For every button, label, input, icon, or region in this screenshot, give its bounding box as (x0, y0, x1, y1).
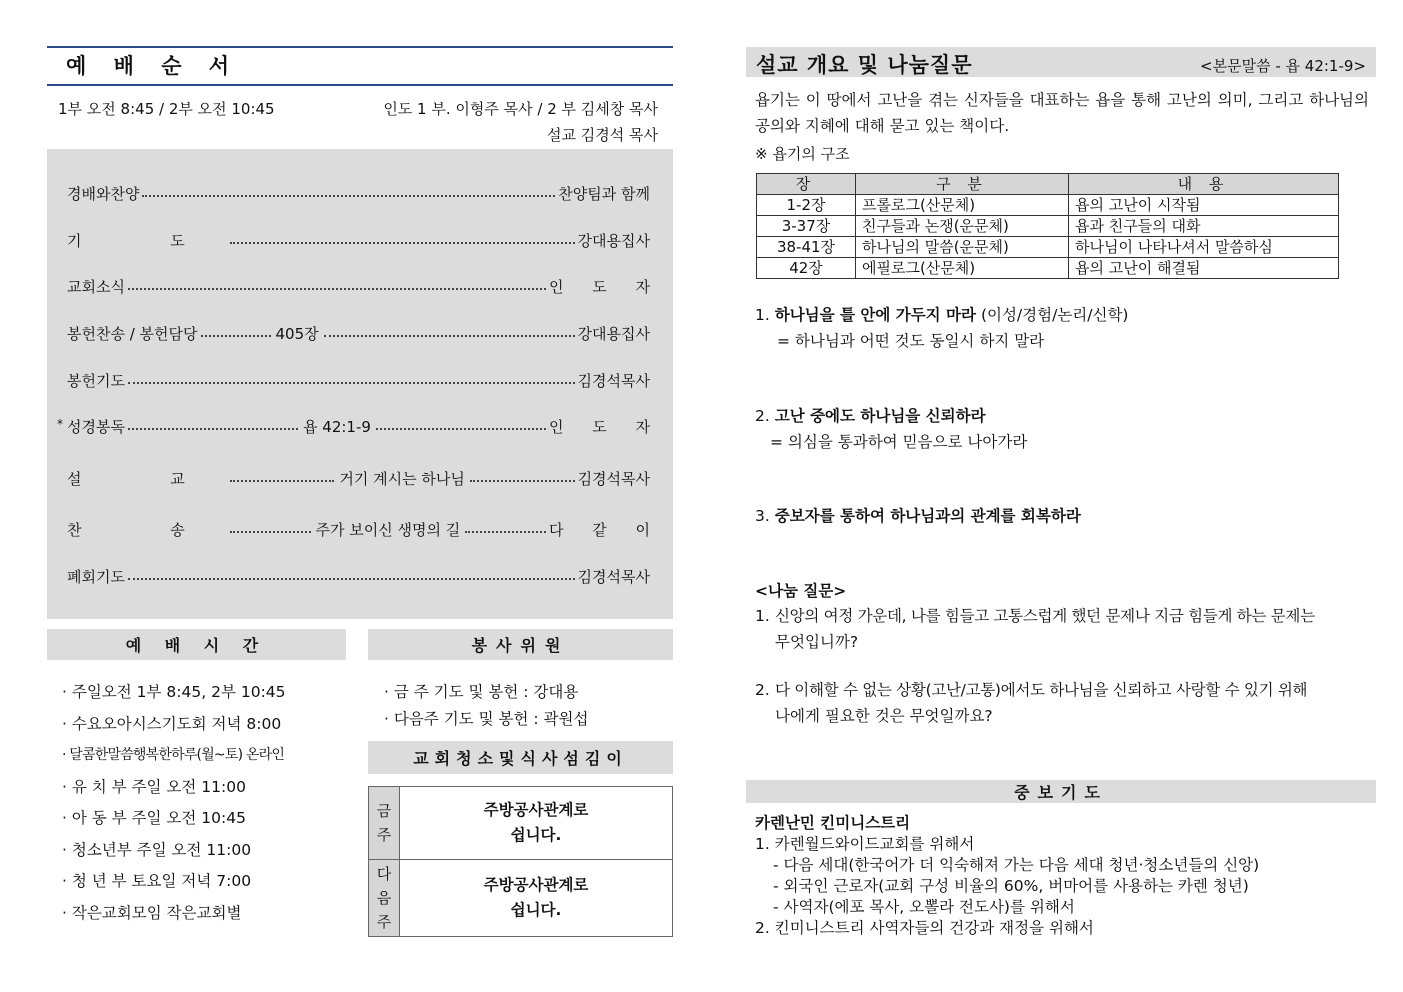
service-leaders: 인도 1 부. 이형주 목사 / 2 부 김세창 목사 (383, 100, 658, 118)
leader-dots (465, 531, 546, 533)
list-item: · 금 주 기도 및 봉헌 : 강대용 (384, 683, 579, 701)
list-item: · 아 동 부 주일 오전 10:45 (62, 809, 246, 827)
table-cell: 하나님의 말씀(운문체) (856, 237, 1069, 258)
note-line: 쉽니다. (510, 826, 562, 844)
worship-times-heading: 예 배 시 간 (47, 629, 346, 660)
sermon-point-1 (755, 302, 1128, 354)
table-row (369, 787, 672, 860)
label-char: 다 (376, 865, 392, 883)
order-label: 설 교 (67, 469, 227, 488)
point-sub: = 하나님과 어떤 것도 동일시 하지 말라 (777, 332, 1045, 350)
scripture-ref: 욥 42:1-9 (303, 417, 371, 436)
order-label: 봉헌기도 (67, 371, 125, 390)
column-header: 구 분 (856, 174, 1069, 195)
service-times: 1부 오전 8:45 / 2부 오전 10:45 (58, 100, 275, 118)
point-sub: = 의심을 통과하여 믿음으로 나아가라 (770, 433, 1028, 451)
sermon-title-item: 거기 계시는 하나님 (339, 469, 465, 488)
order-row (67, 228, 650, 252)
note-line: 주방공사관계로 (483, 801, 589, 819)
table-row (757, 216, 1339, 237)
prayer-block (755, 813, 1259, 939)
order-person: 인 도 자 (548, 277, 662, 296)
sharing-question-1 (755, 603, 1369, 655)
question-line: 나에게 필요한 것은 무엇일까요? (775, 707, 993, 725)
order-label: 성경봉독 (67, 417, 125, 436)
order-row (57, 414, 663, 438)
order-person: 김경석목사 (577, 469, 651, 488)
prayer-heading: 중보기도 (746, 780, 1376, 803)
leader-dots (128, 428, 298, 430)
question-line: 신앙의 여정 가운데, 나를 힘들고 고통스럽게 했던 문제나 지금 힘들게 하는 문제는 (775, 607, 1315, 625)
list-item: · 작은교회모임 작은교회별 (62, 903, 242, 922)
table-cell: 3-37장 (757, 216, 856, 237)
prayer-line: - 외국인 근로자(교회 구성 비율의 60%, 버마어를 사용하는 카렌 청년) (773, 877, 1249, 895)
week-note (400, 787, 672, 859)
order-row (67, 321, 650, 345)
label-char: 금 (376, 802, 392, 820)
sharing-question-2 (755, 677, 1369, 729)
order-label: 찬 송 (67, 520, 227, 539)
label-char: 주 (376, 913, 392, 931)
week-label (369, 787, 400, 859)
prayer-subject: 카렌난민 킨미니스트리 (755, 814, 911, 832)
leader-dots (201, 335, 271, 337)
table-cell: 하나님이 나타나셔서 말씀하심 (1069, 237, 1339, 258)
leader-dots (230, 480, 335, 482)
structure-note: ※ 욥기의 구조 (755, 145, 850, 163)
week-note (400, 860, 672, 936)
sermon-title: 설교 개요 및 나눔질문 (756, 53, 973, 77)
point-number: 3. (755, 507, 770, 525)
prayer-line: - 사역자(에포 목사, 오뽈라 전도사)를 위해서 (773, 898, 1075, 916)
column-header: 장 (757, 174, 856, 195)
table-cell: 38-41장 (757, 237, 856, 258)
note-line: 주방공사관계로 (483, 876, 589, 894)
sermon-intro: 욥기는 이 땅에서 고난을 겪는 신자들을 대표하는 욥을 통해 고난의 의미, 그리고 하나님의 공의와 지혜에 대해 묻고 있는 책이다. (755, 91, 1369, 135)
table-row (369, 860, 672, 936)
preacher-line: 설교 김경석 목사 (547, 126, 658, 144)
list-item: · 유 치 부 주일 오전 11:00 (62, 777, 246, 796)
sharing-title: <나눔 질문> (755, 582, 847, 600)
leader-dots (376, 428, 546, 430)
cleaning-heading: 교회청소및식사섬김이 (368, 741, 673, 774)
order-row (67, 368, 650, 392)
leader-dots (324, 335, 575, 337)
prayer-line: - 다음 세대(한국어가 더 익숙해져 가는 다음 세대 청년·청소년들의 신앙) (773, 856, 1260, 874)
order-row (67, 517, 663, 541)
leader-dots (128, 382, 575, 384)
hymn-number: 405장 (275, 324, 319, 343)
order-label: 교회소식 (67, 277, 125, 296)
order-label: 경배와찬양 (67, 184, 140, 203)
table-row (757, 258, 1339, 279)
table-cell: 욥의 고난이 시작됨 (1069, 195, 1339, 216)
table-cell: 욥과 친구들의 대화 (1069, 216, 1339, 237)
week-label (369, 860, 400, 936)
order-label: 봉헌찬송 / 봉헌담당 (67, 324, 198, 343)
order-row (67, 274, 662, 298)
worship-times-list (62, 680, 352, 932)
hymn-title: 주가 보이신 생명의 길 (315, 520, 461, 539)
table-cell: 친구들과 논쟁(운문체) (856, 216, 1069, 237)
servants-heading: 봉사위원 (368, 629, 673, 660)
scripture-reference: <본문말씀 - 욥 42:1-9> (1200, 57, 1366, 75)
order-person: 강대용집사 (577, 324, 650, 343)
label-char: 주 (376, 826, 392, 844)
standing-mark: * (57, 417, 63, 431)
question-line: 다 이해할 수 없는 상황(고난/고통)에서도 하나님을 신뢰하고 사랑할 수 있기 위해 (775, 681, 1308, 699)
leader-dots (128, 288, 546, 290)
order-row (67, 466, 650, 490)
list-item: · 청 년 부 토요일 저녁 7:00 (62, 872, 252, 890)
label-char: 음 (376, 889, 392, 907)
servants-list (384, 680, 674, 734)
leader-dots (470, 480, 575, 482)
point-title: 하나님을 틀 안에 가두지 마라 (774, 306, 976, 324)
sermon-point-2 (755, 403, 1027, 455)
list-item: · 다음주 기도 및 봉헌 : 곽원섭 (384, 710, 589, 728)
order-person: 찬양팀과 함께 (558, 184, 650, 203)
point-title: 고난 중에도 하나님을 신뢰하라 (774, 407, 986, 425)
table-header-row (757, 174, 1339, 195)
table-row (757, 237, 1339, 258)
table-row (757, 195, 1339, 216)
table-cell: 1-2장 (757, 195, 856, 216)
table-cell: 욥의 고난이 해결됨 (1069, 258, 1339, 279)
list-item: · 수요오아시스기도회 저녁 8:00 (62, 714, 282, 733)
table-cell: 프롤로그(산문체) (856, 195, 1069, 216)
order-person: 김경석목사 (577, 371, 650, 390)
prayer-line: 2. 킨미니스트리 사역자들의 건강과 재정을 위해서 (755, 919, 1094, 937)
point-note: (이성/경험/논리/신학) (980, 306, 1129, 324)
order-title: 예 배 순 서 (66, 54, 240, 78)
order-list (47, 149, 673, 619)
sermon-point-3 (755, 503, 1081, 529)
table-cell: 42장 (757, 258, 856, 279)
prayer-line: 1. 카렌월드와이드교회를 위해서 (755, 835, 975, 853)
order-label: 기 도 (67, 231, 227, 250)
order-person: 강대용집사 (577, 231, 650, 250)
list-item: · 청소년부 주일 오전 11:00 (62, 840, 252, 859)
order-person: 김경석목사 (577, 567, 650, 586)
order-row (67, 564, 650, 588)
order-label: 폐회기도 (67, 567, 125, 586)
note-line: 쉽니다. (510, 901, 562, 919)
order-person: 다 같 이 (549, 520, 663, 539)
table-cell: 에필로그(산문체) (856, 258, 1069, 279)
point-number: 1. (755, 306, 770, 324)
list-item: · 달콤한말씀행복한하루(월~토) 온라인 (62, 747, 285, 763)
order-row (67, 181, 650, 205)
order-person: 인 도 자 (549, 417, 663, 436)
list-item: · 주일오전 1부 8:45, 2부 10:45 (62, 683, 286, 701)
leader-dots (128, 578, 575, 580)
question-line: 무엇입니까? (775, 633, 859, 651)
question-number: 1. (755, 607, 770, 625)
leader-dots (230, 242, 575, 244)
question-number: 2. (755, 681, 770, 699)
cleaning-table (368, 786, 673, 937)
leader-dots (142, 195, 555, 197)
point-title: 중보자를 통하여 하나님과의 관계를 회복하라 (774, 507, 1081, 525)
point-number: 2. (755, 407, 770, 425)
leader-dots (230, 531, 311, 533)
column-header: 내 용 (1069, 174, 1339, 195)
job-structure-table (756, 173, 1339, 279)
